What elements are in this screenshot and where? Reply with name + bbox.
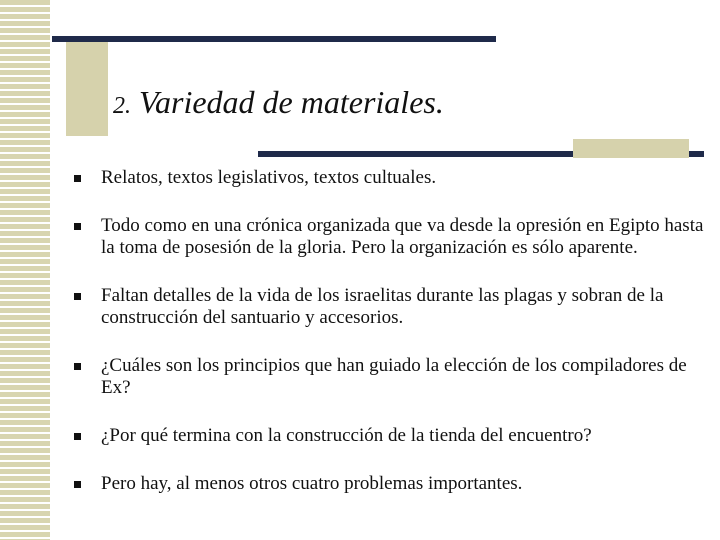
- bullet-item: [74, 167, 710, 189]
- top-rule: [52, 36, 496, 42]
- square-bullet-icon: [74, 223, 81, 230]
- bullet-item: [74, 355, 710, 399]
- decorative-stripes: [0, 0, 50, 540]
- decorative-block-top: [66, 40, 108, 136]
- square-bullet-icon: [74, 175, 81, 182]
- bullet-text: ¿Por qué termina con la construcción de la tienda del encuentro?: [101, 425, 592, 446]
- bullet-text: Todo como en una crónica organizada que va desde la opresión en Egipto hasta la toma de posesión de la gloria. Pero la organización es sólo aparente.: [101, 215, 704, 258]
- square-bullet-icon: [74, 433, 81, 440]
- bullet-item: [74, 285, 710, 329]
- bullet-item: [74, 473, 710, 495]
- square-bullet-icon: [74, 481, 81, 488]
- slide-title: [113, 84, 444, 121]
- bullet-text: Pero hay, al menos otros cuatro problemas importantes.: [101, 473, 523, 494]
- bullet-text: Relatos, textos legislativos, textos cultuales.: [101, 167, 437, 188]
- bullet-text: ¿Cuáles son los principios que han guiado la elección de los compiladores de Ex?: [101, 355, 687, 398]
- bullet-text: Faltan detalles de la vida de los israelitas durante las plagas y sobran de la construcción del santuario y accesorios.: [101, 285, 664, 328]
- title-number: 2.: [113, 93, 131, 119]
- title-text: Variedad de materiales.: [139, 84, 444, 120]
- decorative-block-bottom: [573, 139, 689, 158]
- bullet-list: [74, 167, 710, 495]
- square-bullet-icon: [74, 363, 81, 370]
- square-bullet-icon: [74, 293, 81, 300]
- bullet-item: [74, 215, 710, 259]
- bullet-item: [74, 425, 710, 447]
